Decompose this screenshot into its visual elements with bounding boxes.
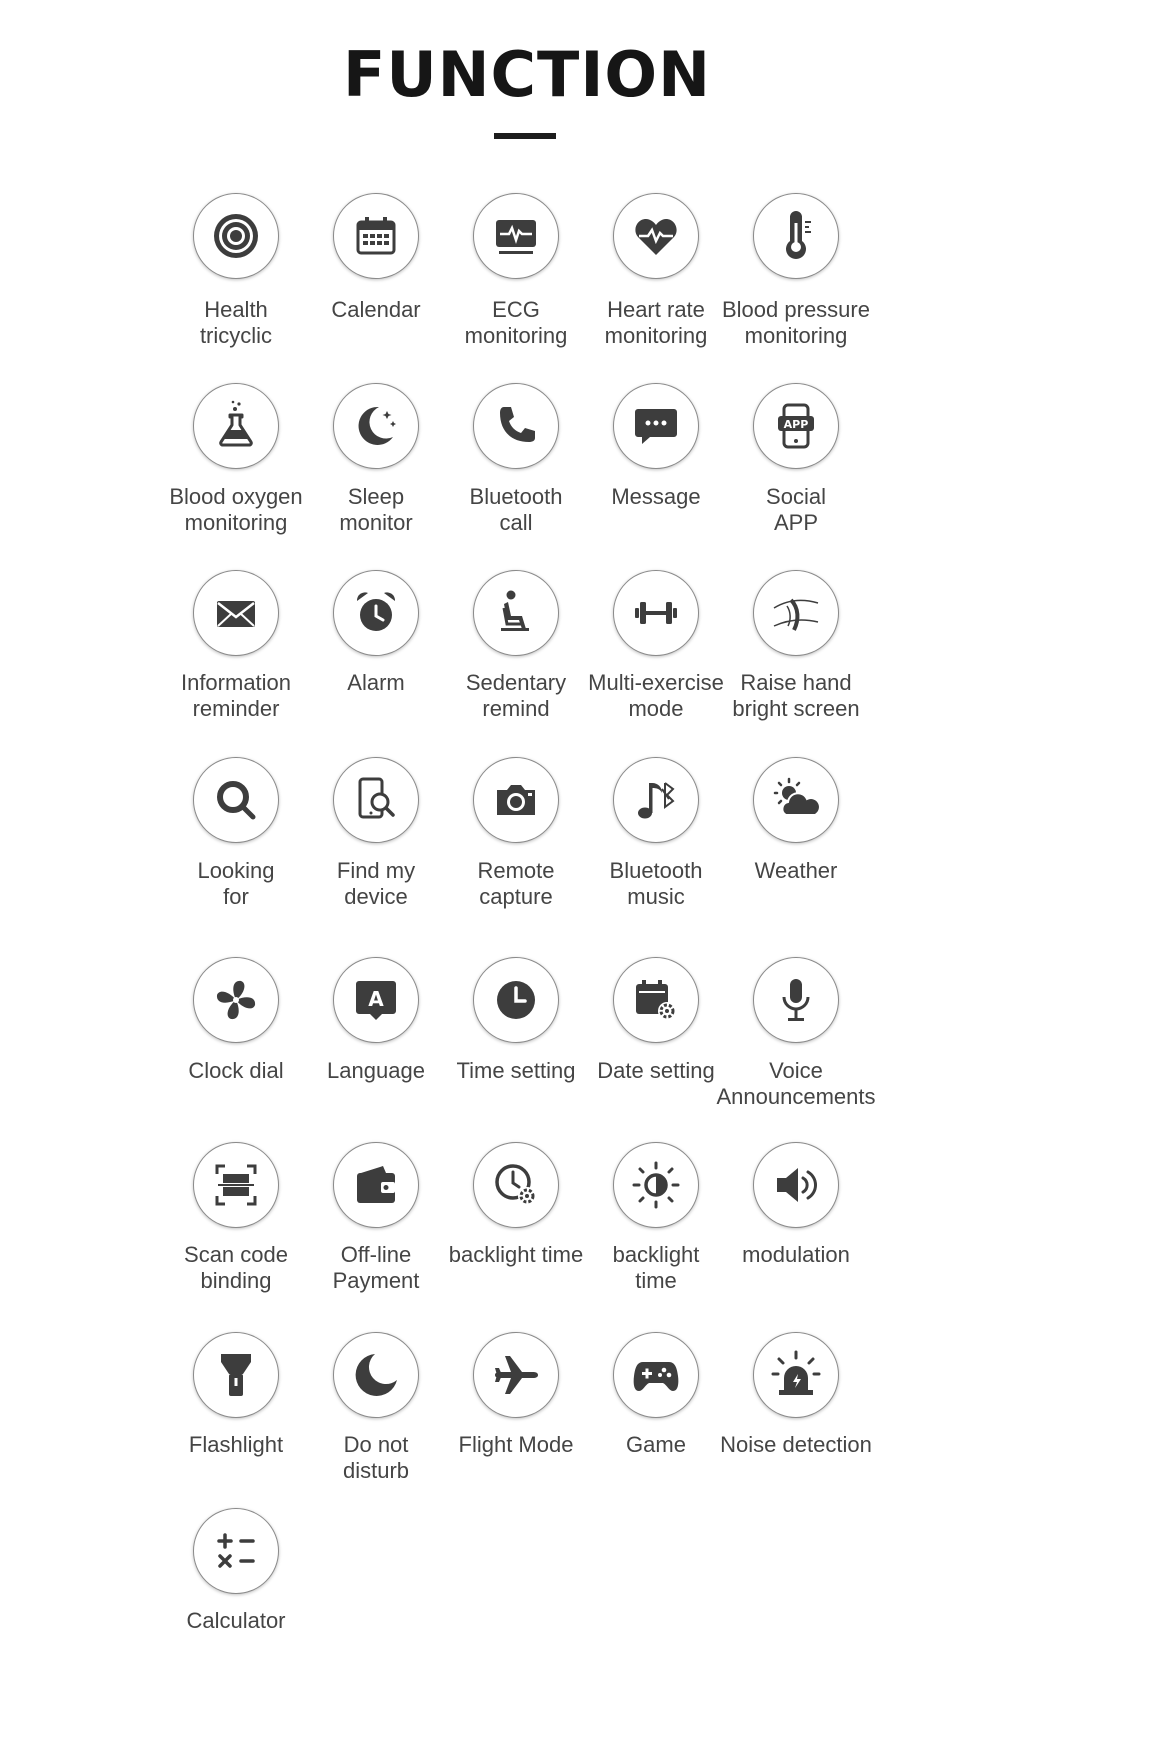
function-icon-circle (753, 383, 839, 469)
function-icon-circle (333, 193, 419, 279)
function-label: Flight Mode (458, 1432, 574, 1457)
function-icon-circle (753, 957, 839, 1043)
function-icon-circle (333, 383, 419, 469)
function-label: Remote capture (477, 858, 555, 909)
function-icon-circle (613, 1142, 699, 1228)
function-label: Calendar (331, 297, 421, 322)
camera-icon (489, 773, 543, 827)
chat-bubble-icon (629, 399, 683, 453)
function-label: Language (327, 1058, 425, 1083)
function-icon-circle (193, 383, 279, 469)
sun-cloud-icon (769, 773, 823, 827)
function-label: backlight time (612, 1242, 700, 1293)
svg-text:APP: APP (783, 418, 809, 431)
wallet-icon (349, 1158, 403, 1212)
function-icon-circle (193, 1332, 279, 1418)
fan-icon (209, 973, 263, 1027)
function-icon-circle (753, 1332, 839, 1418)
clock-icon (489, 973, 543, 1027)
function-label: Blood pressure monitoring (722, 297, 870, 348)
function-label: Flashlight (188, 1432, 284, 1457)
rings-icon (209, 209, 263, 263)
function-icon-circle (753, 570, 839, 656)
function-label: backlight time (448, 1242, 584, 1267)
function-icon-circle (193, 1508, 279, 1594)
function-label: Message (611, 484, 701, 509)
function-icon-circle (193, 757, 279, 843)
function-icon-circle (613, 570, 699, 656)
function-label: Alarm (347, 670, 405, 695)
calendar-icon (349, 209, 403, 263)
function-label: Date setting (597, 1058, 715, 1083)
function-icon-circle (613, 757, 699, 843)
sitting-person-icon (489, 586, 543, 640)
function-label: Bluetooth music (609, 858, 703, 909)
function-icon-circle (473, 757, 559, 843)
alarm-clock-icon (349, 586, 403, 640)
function-label: Weather (754, 858, 838, 883)
gamepad-icon (629, 1348, 683, 1402)
function-icon-circle (473, 570, 559, 656)
function-label: Blood oxygen monitoring (169, 484, 303, 535)
phone-icon (489, 399, 543, 453)
function-icon-circle (333, 1142, 419, 1228)
crescent-moon-icon (349, 1348, 403, 1402)
microphone-icon (769, 973, 823, 1027)
brightness-icon (629, 1158, 683, 1212)
function-label: Sleep monitor (339, 484, 413, 535)
calendar-gear-icon (629, 973, 683, 1027)
moon-stars-icon (349, 399, 403, 453)
heart-pulse-icon (629, 209, 683, 263)
function-label: Looking for (197, 858, 275, 909)
function-label: Sedentary remind (465, 670, 567, 721)
app-phone-icon (769, 399, 823, 453)
dumbbell-icon (629, 586, 683, 640)
flashlight-icon (209, 1348, 263, 1402)
function-label: Multi-exercise mode (588, 670, 724, 721)
function-icon-circle (333, 1332, 419, 1418)
function-label: Off-line Payment (332, 1242, 420, 1293)
speaker-icon (769, 1158, 823, 1212)
function-label: Raise hand bright screen (732, 670, 860, 721)
function-label: Social APP (766, 484, 826, 535)
function-icon-circle (333, 570, 419, 656)
envelope-icon (209, 586, 263, 640)
function-icon-circle (193, 570, 279, 656)
function-icon-circle (613, 957, 699, 1043)
function-icon-circle (333, 757, 419, 843)
function-icon-circle (193, 193, 279, 279)
ecg-monitor-icon (489, 209, 543, 263)
function-icon-circle (613, 193, 699, 279)
function-label: Calculator (186, 1608, 286, 1633)
function-icon-circle (473, 1142, 559, 1228)
function-icon-circle (193, 957, 279, 1043)
function-label: Bluetooth call (469, 484, 563, 535)
function-label: modulation (742, 1242, 850, 1267)
function-label: Scan code binding (184, 1242, 288, 1293)
function-icon-circle (753, 193, 839, 279)
find-phone-icon (349, 773, 403, 827)
function-icon-circle (753, 1142, 839, 1228)
function-label: Health tricyclic (199, 297, 273, 348)
music-bluetooth-icon (629, 773, 683, 827)
function-label: Do not disturb (342, 1432, 410, 1483)
function-label: Noise detection (720, 1432, 872, 1457)
function-label: Heart rate monitoring (604, 297, 708, 348)
flask-icon (209, 399, 263, 453)
airplane-icon (489, 1348, 543, 1402)
clock-gear-icon (489, 1158, 543, 1212)
function-icon-circle (613, 383, 699, 469)
function-label: Time setting (456, 1058, 576, 1083)
function-icon-circle (473, 383, 559, 469)
search-icon (209, 773, 263, 827)
function-label: Clock dial (188, 1058, 284, 1083)
calculator-icon (209, 1524, 263, 1578)
function-icon-circle (753, 757, 839, 843)
function-icon-circle (613, 1332, 699, 1418)
function-label: Game (626, 1432, 686, 1457)
svg-text:A: A (368, 987, 384, 1011)
scan-icon (209, 1158, 263, 1212)
page-title: FUNCTION (342, 38, 712, 111)
function-label: Information reminder (180, 670, 292, 721)
thermometer-icon (769, 209, 823, 263)
wrist-band-icon (769, 586, 823, 640)
function-label: Find my device (336, 858, 416, 909)
function-icon-circle (473, 193, 559, 279)
language-icon (349, 973, 403, 1027)
function-label: Voice Announcements (716, 1058, 876, 1109)
function-label: ECG monitoring (464, 297, 568, 348)
function-icon-circle (473, 1332, 559, 1418)
function-icon-circle (473, 957, 559, 1043)
function-icon-circle (333, 957, 419, 1043)
function-icon-circle (193, 1142, 279, 1228)
siren-icon (769, 1348, 823, 1402)
